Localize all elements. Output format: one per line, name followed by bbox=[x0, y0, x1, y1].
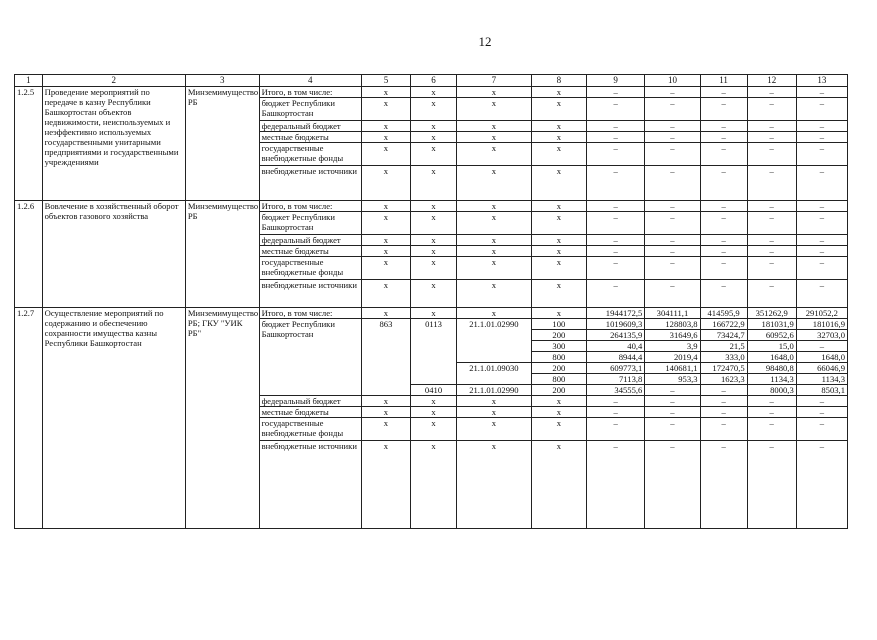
source-cell: местные бюджеты bbox=[259, 407, 361, 418]
value-cell: 181031,9 bbox=[747, 319, 796, 330]
value-cell: 1648,0 bbox=[796, 352, 847, 363]
value-cell: 128803,8 bbox=[645, 319, 700, 330]
value-cell: – bbox=[700, 166, 747, 201]
value-cell: х bbox=[531, 441, 586, 529]
item-title: Проведение мероприятий по передаче в казну Республики Башкортостан объектов недвижимости, неиспользуемых и неэффективно используемых государственными унитарными предприятиями и государственными учреждениями bbox=[42, 87, 185, 201]
value-cell: – bbox=[796, 98, 847, 121]
value-cell: – bbox=[796, 418, 847, 441]
value-cell: – bbox=[587, 132, 645, 143]
value-cell: х bbox=[411, 441, 457, 529]
value-cell: – bbox=[700, 212, 747, 235]
value-cell: 264135,9 bbox=[587, 330, 645, 341]
value-cell: – bbox=[587, 407, 645, 418]
value-cell: – bbox=[587, 98, 645, 121]
value-cell: – bbox=[645, 132, 700, 143]
value-cell: – bbox=[587, 121, 645, 132]
table-row bbox=[15, 201, 848, 212]
value-cell: х bbox=[361, 407, 410, 418]
value-cell: 73424,7 bbox=[700, 330, 747, 341]
value-cell: 1648,0 bbox=[747, 352, 796, 363]
value-cell: 21.1.01.09030 bbox=[457, 363, 532, 385]
item-number: 1.2.7 bbox=[15, 308, 43, 529]
value-cell: х bbox=[411, 407, 457, 418]
value-cell: – bbox=[645, 201, 700, 212]
value-cell: х bbox=[457, 98, 532, 121]
source-cell: бюджет Республики Башкортостан bbox=[259, 98, 361, 121]
value-cell: х bbox=[411, 98, 457, 121]
value-cell: 291052,2 bbox=[796, 308, 847, 319]
value-cell: х bbox=[361, 166, 410, 201]
value-cell: – bbox=[796, 166, 847, 201]
value-cell: х bbox=[531, 166, 586, 201]
value-cell: х bbox=[531, 143, 586, 166]
column-header: 13 bbox=[796, 75, 847, 87]
value-cell: 1019609,3 bbox=[587, 319, 645, 330]
value-cell: – bbox=[645, 98, 700, 121]
value-cell: – bbox=[747, 98, 796, 121]
funding-table bbox=[14, 74, 848, 529]
value-cell: х bbox=[457, 201, 532, 212]
value-cell: – bbox=[700, 121, 747, 132]
value-cell: х bbox=[457, 212, 532, 235]
value-cell: – bbox=[587, 235, 645, 246]
source-cell: Итого, в том числе: bbox=[259, 87, 361, 98]
value-cell: х bbox=[457, 132, 532, 143]
value-cell: 34555,6 bbox=[587, 385, 645, 396]
source-cell: внебюджетные источники bbox=[259, 280, 361, 308]
column-header: 12 bbox=[747, 75, 796, 87]
source-cell: внебюджетные источники bbox=[259, 166, 361, 201]
value-cell: х bbox=[361, 418, 410, 441]
value-cell: х bbox=[457, 308, 532, 319]
value-cell: 200 bbox=[531, 330, 586, 341]
value-cell: 60952,6 bbox=[747, 330, 796, 341]
value-cell: – bbox=[700, 407, 747, 418]
value-cell: – bbox=[747, 201, 796, 212]
value-cell: 31649,6 bbox=[645, 330, 700, 341]
value-cell: – bbox=[747, 235, 796, 246]
value-cell: 1134,3 bbox=[796, 374, 847, 385]
value-cell: – bbox=[645, 235, 700, 246]
value-cell: х bbox=[531, 201, 586, 212]
value-cell: х bbox=[361, 246, 410, 257]
value-cell: – bbox=[796, 201, 847, 212]
value-cell: 166722,9 bbox=[700, 319, 747, 330]
value-cell: х bbox=[361, 132, 410, 143]
source-cell: федеральный бюджет bbox=[259, 235, 361, 246]
value-cell: – bbox=[645, 385, 700, 396]
value-cell: 3,9 bbox=[645, 341, 700, 352]
value-cell: – bbox=[587, 418, 645, 441]
value-cell: – bbox=[700, 441, 747, 529]
value-cell: – bbox=[796, 246, 847, 257]
value-cell: – bbox=[796, 441, 847, 529]
value-cell: – bbox=[587, 87, 645, 98]
value-cell: – bbox=[700, 246, 747, 257]
value-cell: – bbox=[645, 257, 700, 280]
value-cell: 15,0 bbox=[747, 341, 796, 352]
item-title: Осуществление мероприятий по содержанию и обеспечению сохранности имущества казны Республики Башкортостан bbox=[42, 308, 185, 529]
value-cell: – bbox=[587, 143, 645, 166]
column-header: 9 bbox=[587, 75, 645, 87]
value-cell: 0113 bbox=[411, 319, 457, 385]
value-cell: – bbox=[747, 407, 796, 418]
value-cell: – bbox=[700, 235, 747, 246]
value-cell: – bbox=[796, 341, 847, 352]
value-cell: х bbox=[361, 235, 410, 246]
value-cell: х bbox=[411, 212, 457, 235]
value-cell: х bbox=[361, 441, 410, 529]
value-cell: – bbox=[645, 246, 700, 257]
value-cell: х bbox=[457, 441, 532, 529]
source-cell: федеральный бюджет bbox=[259, 121, 361, 132]
value-cell: – bbox=[796, 396, 847, 407]
value-cell: 98480,8 bbox=[747, 363, 796, 374]
value-cell: – bbox=[747, 87, 796, 98]
header-row bbox=[15, 75, 848, 87]
value-cell: х bbox=[457, 87, 532, 98]
value-cell: х bbox=[531, 257, 586, 280]
value-cell: х bbox=[457, 418, 532, 441]
value-cell: – bbox=[700, 396, 747, 407]
value-cell: х bbox=[531, 280, 586, 308]
value-cell: х bbox=[531, 212, 586, 235]
column-header: 5 bbox=[361, 75, 410, 87]
value-cell: х bbox=[457, 166, 532, 201]
value-cell: х bbox=[531, 418, 586, 441]
value-cell: х bbox=[411, 396, 457, 407]
value-cell: х bbox=[411, 235, 457, 246]
value-cell: 1134,3 bbox=[747, 374, 796, 385]
value-cell: – bbox=[700, 280, 747, 308]
value-cell: х bbox=[457, 143, 532, 166]
value-cell: – bbox=[645, 212, 700, 235]
value-cell: – bbox=[700, 201, 747, 212]
value-cell: х bbox=[411, 418, 457, 441]
value-cell: – bbox=[645, 143, 700, 166]
value-cell: 0410 bbox=[411, 385, 457, 396]
value-cell: 66046,9 bbox=[796, 363, 847, 374]
value-cell: – bbox=[587, 246, 645, 257]
value-cell: – bbox=[587, 212, 645, 235]
column-header: 10 bbox=[645, 75, 700, 87]
value-cell: – bbox=[645, 441, 700, 529]
value-cell: – bbox=[700, 257, 747, 280]
value-cell: х bbox=[411, 121, 457, 132]
value-cell: – bbox=[700, 385, 747, 396]
value-cell: – bbox=[645, 407, 700, 418]
value-cell: – bbox=[796, 143, 847, 166]
value-cell: х bbox=[531, 407, 586, 418]
source-cell: местные бюджеты bbox=[259, 246, 361, 257]
value-cell: 21.1.01.02990 bbox=[457, 385, 532, 396]
value-cell: 300 bbox=[531, 341, 586, 352]
value-cell: х bbox=[411, 246, 457, 257]
column-header: 2 bbox=[42, 75, 185, 87]
value-cell: х bbox=[361, 87, 410, 98]
value-cell: х bbox=[457, 246, 532, 257]
value-cell: 414595,9 bbox=[700, 308, 747, 319]
source-cell: государственные внебюджетные фонды bbox=[259, 143, 361, 166]
value-cell: х bbox=[361, 121, 410, 132]
value-cell: – bbox=[700, 132, 747, 143]
value-cell: – bbox=[645, 280, 700, 308]
table-row bbox=[15, 87, 848, 98]
value-cell: 609773,1 bbox=[587, 363, 645, 374]
source-cell: государственные внебюджетные фонды bbox=[259, 418, 361, 441]
value-cell: х bbox=[531, 87, 586, 98]
value-cell: х bbox=[361, 308, 410, 319]
column-header: 3 bbox=[185, 75, 259, 87]
source-cell: местные бюджеты bbox=[259, 132, 361, 143]
value-cell: 100 bbox=[531, 319, 586, 330]
value-cell: 40,4 bbox=[587, 341, 645, 352]
value-cell: х bbox=[531, 121, 586, 132]
value-cell: – bbox=[747, 212, 796, 235]
value-cell: – bbox=[747, 280, 796, 308]
value-cell: х bbox=[457, 396, 532, 407]
value-cell: х bbox=[531, 98, 586, 121]
value-cell: – bbox=[796, 257, 847, 280]
column-header: 7 bbox=[457, 75, 532, 87]
value-cell: – bbox=[587, 280, 645, 308]
source-cell: государственные внебюджетные фонды bbox=[259, 257, 361, 280]
value-cell: – bbox=[747, 143, 796, 166]
value-cell: 172470,5 bbox=[700, 363, 747, 374]
value-cell: – bbox=[747, 257, 796, 280]
value-cell: – bbox=[796, 121, 847, 132]
value-cell: х bbox=[411, 166, 457, 201]
value-cell: х bbox=[411, 87, 457, 98]
item-executor: Минземимущество РБ bbox=[185, 201, 259, 308]
value-cell: 21,5 bbox=[700, 341, 747, 352]
value-cell: – bbox=[587, 201, 645, 212]
value-cell: – bbox=[645, 166, 700, 201]
column-header: 4 bbox=[259, 75, 361, 87]
column-header: 11 bbox=[700, 75, 747, 87]
value-cell: 21.1.01.02990 bbox=[457, 319, 532, 363]
value-cell: – bbox=[747, 441, 796, 529]
value-cell: х bbox=[411, 201, 457, 212]
value-cell: 2019,4 bbox=[645, 352, 700, 363]
source-cell: внебюджетные источники bbox=[259, 441, 361, 529]
source-cell: Итого, в том числе: bbox=[259, 308, 361, 319]
value-cell: х bbox=[411, 132, 457, 143]
value-cell: 953,3 bbox=[645, 374, 700, 385]
value-cell: 181016,9 bbox=[796, 319, 847, 330]
value-cell: 7113,8 bbox=[587, 374, 645, 385]
value-cell: х bbox=[531, 246, 586, 257]
value-cell: – bbox=[796, 407, 847, 418]
value-cell: 304111,1 bbox=[645, 308, 700, 319]
value-cell: х bbox=[361, 280, 410, 308]
value-cell: х bbox=[411, 280, 457, 308]
source-cell: бюджет Республики Башкортостан bbox=[259, 212, 361, 235]
value-cell: х bbox=[361, 257, 410, 280]
value-cell: х bbox=[457, 121, 532, 132]
value-cell: – bbox=[796, 212, 847, 235]
value-cell: – bbox=[587, 257, 645, 280]
value-cell: – bbox=[645, 396, 700, 407]
value-cell: х bbox=[361, 212, 410, 235]
value-cell: – bbox=[700, 87, 747, 98]
value-cell: 863 bbox=[361, 319, 410, 396]
value-cell: – bbox=[700, 418, 747, 441]
value-cell: 8000,3 bbox=[747, 385, 796, 396]
value-cell: – bbox=[645, 121, 700, 132]
value-cell: х bbox=[457, 407, 532, 418]
value-cell: – bbox=[645, 87, 700, 98]
item-executor: Минземимущество РБ; ГКУ "УИК РБ" bbox=[185, 308, 259, 529]
value-cell: 800 bbox=[531, 352, 586, 363]
value-cell: – bbox=[645, 418, 700, 441]
table-row bbox=[15, 308, 848, 319]
value-cell: х bbox=[457, 257, 532, 280]
value-cell: х bbox=[361, 143, 410, 166]
value-cell: 140681,1 bbox=[645, 363, 700, 374]
source-cell: федеральный бюджет bbox=[259, 396, 361, 407]
column-header: 8 bbox=[531, 75, 586, 87]
value-cell: х bbox=[361, 201, 410, 212]
value-cell: 200 bbox=[531, 385, 586, 396]
value-cell: х bbox=[361, 396, 410, 407]
value-cell: 8944,4 bbox=[587, 352, 645, 363]
value-cell: 200 bbox=[531, 363, 586, 374]
value-cell: 1944172,5 bbox=[587, 308, 645, 319]
value-cell: 800 bbox=[531, 374, 586, 385]
value-cell: – bbox=[796, 235, 847, 246]
value-cell: – bbox=[747, 246, 796, 257]
item-title: Вовлечение в хозяйственный оборот объектов газового хозяйства bbox=[42, 201, 185, 308]
column-header: 6 bbox=[411, 75, 457, 87]
value-cell: – bbox=[747, 121, 796, 132]
value-cell: – bbox=[587, 396, 645, 407]
value-cell: – bbox=[747, 132, 796, 143]
value-cell: 1623,3 bbox=[700, 374, 747, 385]
value-cell: х bbox=[531, 132, 586, 143]
value-cell: х bbox=[531, 235, 586, 246]
value-cell: – bbox=[747, 396, 796, 407]
value-cell: х bbox=[457, 280, 532, 308]
value-cell: – bbox=[587, 441, 645, 529]
value-cell: 333,0 bbox=[700, 352, 747, 363]
value-cell: 32703,0 bbox=[796, 330, 847, 341]
item-executor: Минземимущество РБ bbox=[185, 87, 259, 201]
value-cell: – bbox=[747, 166, 796, 201]
value-cell: – bbox=[700, 98, 747, 121]
source-cell: Итого, в том числе: bbox=[259, 201, 361, 212]
column-header: 1 bbox=[15, 75, 43, 87]
item-number: 1.2.5 bbox=[15, 87, 43, 201]
value-cell: – bbox=[796, 132, 847, 143]
value-cell: х bbox=[531, 308, 586, 319]
value-cell: – bbox=[796, 87, 847, 98]
value-cell: х bbox=[411, 143, 457, 166]
value-cell: 351262,9 bbox=[747, 308, 796, 319]
value-cell: – bbox=[587, 166, 645, 201]
value-cell: – bbox=[747, 418, 796, 441]
value-cell: 8503,1 bbox=[796, 385, 847, 396]
value-cell: х bbox=[531, 396, 586, 407]
item-number: 1.2.6 bbox=[15, 201, 43, 308]
value-cell: х bbox=[361, 98, 410, 121]
value-cell: х bbox=[411, 308, 457, 319]
value-cell: х bbox=[411, 257, 457, 280]
value-cell: – bbox=[796, 280, 847, 308]
source-cell: бюджет Республики Башкортостан bbox=[259, 319, 361, 396]
value-cell: х bbox=[457, 235, 532, 246]
page-number: 12 bbox=[478, 34, 492, 49]
value-cell: – bbox=[700, 143, 747, 166]
